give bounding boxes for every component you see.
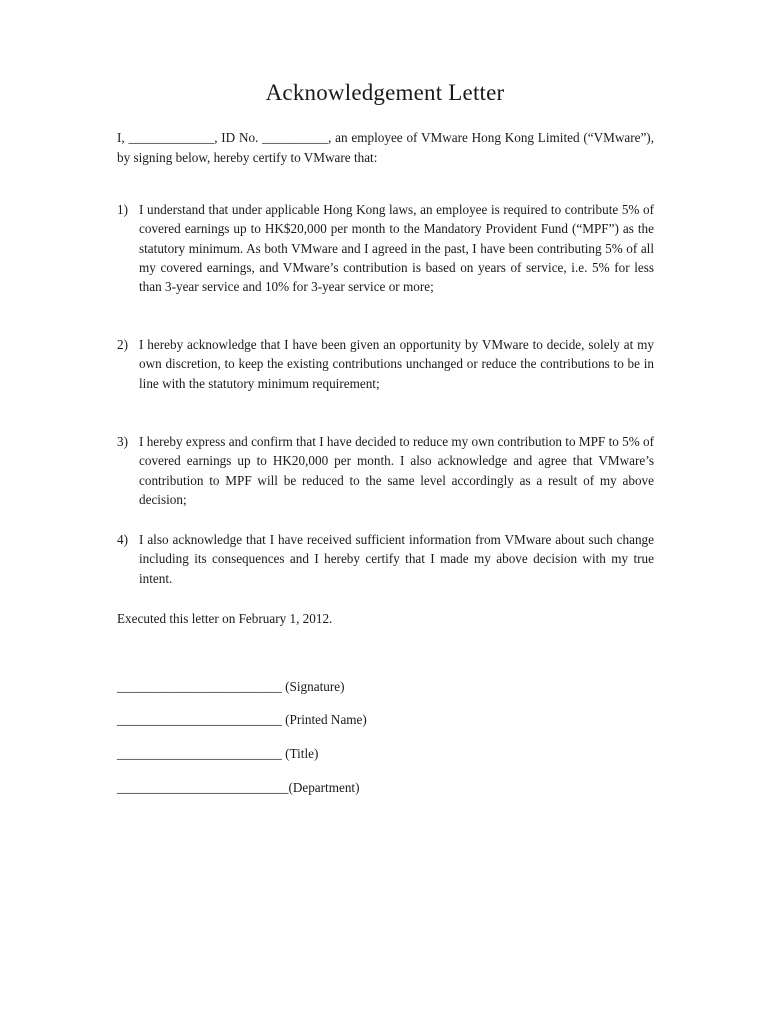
list-item xyxy=(117,200,654,296)
intro-paragraph: I, _____________, ID No. __________, an employee of VMware Hong Kong Limited (“VMware”), by signing below, hereby certify to VMware that: xyxy=(117,130,654,165)
list-item-number: 1) xyxy=(117,202,128,217)
list-item-text: I hereby express and confirm that I have decided to reduce my own contribution to MPF to 5% of covered earnings up to HK20,000 per month. I also acknowledge and agree that VMware’s contribution to MPF will be reduced to the same level accordingly as a result of my above decision; xyxy=(139,434,654,507)
list-item xyxy=(117,335,654,393)
execution-date-statement: Executed this letter on February 1, 2012. xyxy=(117,611,333,626)
list-item-text: I understand that under applicable Hong Kong laws, an employee is required to contribute 5% of covered earnings up to HK$20,000 per month to the Mandatory Provident Fund (“MPF”) as the statutory minimum. As both VMware and I agreed in the past, I have been contributing 5% of all my covered earnings, and VMware’s contribution is based on years of service, i.e. 5% for less than 3-year service and 10% for 3-year service or more; xyxy=(139,202,654,295)
list-item-number: 2) xyxy=(117,337,128,352)
printed-name-line: _________________________ (Printed Name) xyxy=(117,712,367,727)
list-item xyxy=(117,530,654,588)
list-item xyxy=(117,432,654,509)
list-item-text: I also acknowledge that I have received sufficient information from VMware about such change including its consequences and I hereby certify that I made my above decision with my true intent. xyxy=(139,532,654,586)
page-title: Acknowledgement Letter xyxy=(265,80,505,105)
department-line: __________________________(Department) xyxy=(117,780,360,795)
signature-line: _________________________ (Signature) xyxy=(117,679,345,694)
title-line: _________________________ (Title) xyxy=(117,746,319,761)
list-item-text: I hereby acknowledge that I have been given an opportunity by VMware to decide, solely at my own discretion, to keep the existing contributions unchanged or reduce the contributions to be in line with the statutory minimum requirement; xyxy=(139,337,654,391)
list-item-number: 4) xyxy=(117,532,128,547)
list-item-number: 3) xyxy=(117,434,128,449)
